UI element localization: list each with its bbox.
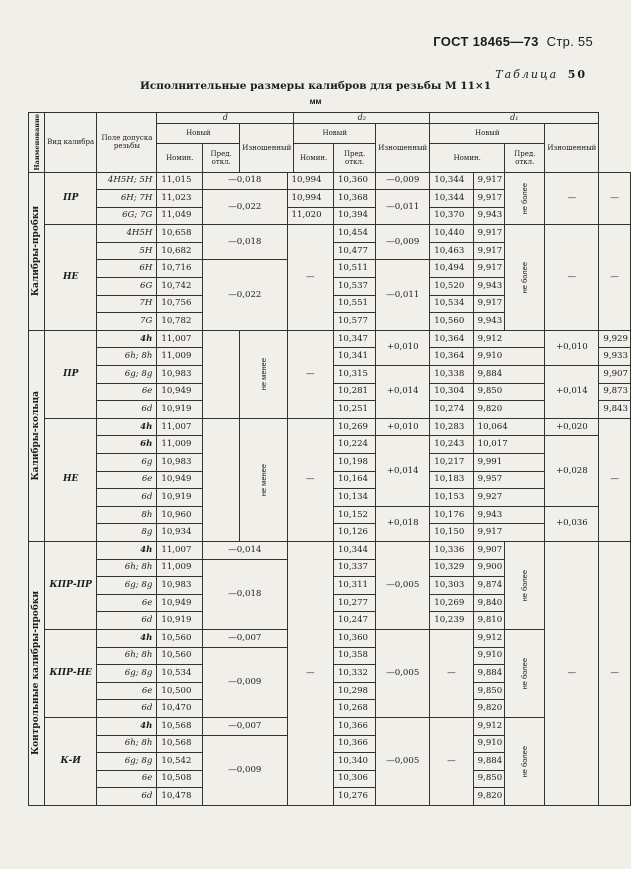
table-row: К-И 4h 10,568 —0,007 10,366 —0,005 — 9,912 не более [29, 717, 631, 735]
dimensions-table [28, 112, 631, 806]
table-row: 8h 10,960 10,152 +0,018 10,176 9,943 +0,036 [29, 506, 631, 524]
table-row: НЕ 4H5H 10,658 —0,018 — 10,454 —0,009 10,440 9,917 не более — — [29, 225, 631, 243]
table-row: 6e 10,949 10,164 10,183 9,957 [29, 471, 631, 489]
col-d2-worn: Изношенный [376, 124, 430, 173]
col-d-dev: Пред. откл. [203, 143, 240, 172]
note-not-less: не менее [240, 418, 287, 541]
table-number: 50 [567, 68, 587, 81]
col-d1-worn: Изношенный [545, 124, 599, 173]
table-row: 6e 10,500 10,298 9,850 [29, 682, 631, 700]
col-d2: d₂ [294, 113, 430, 124]
table-row: 6e 10,949 10,277 10,269 9,840 [29, 594, 631, 612]
table-row: 6h; 8h 11,009 10,341 10,364 9,910 9,933 [29, 348, 631, 366]
table-title: Исполнительные размеры калибров для резьбы М 11×1 [139, 80, 492, 92]
col-d1-new: Новый [430, 124, 545, 144]
col-kind: Вид калибра [45, 113, 97, 173]
table-row: 6G; 7G 11,049 11,020 10,394 10,370 9,943 [29, 207, 631, 225]
group-kpr-pr: КПР-ПР [45, 541, 97, 629]
note-not-less: не менее [240, 330, 287, 418]
col-d-new: Новый [157, 124, 240, 144]
group-ne: НЕ [45, 418, 97, 541]
table-row: 6d 10,470 10,268 9,820 [29, 700, 631, 718]
note-not-more: не более [505, 172, 545, 225]
group-ne: НЕ [45, 225, 97, 331]
page-header [433, 34, 593, 49]
group-k-i: К-И [45, 717, 97, 805]
table-units: мм [309, 97, 322, 106]
table-row: 6g; 8g 10,983 10,311 10,303 9,874 [29, 577, 631, 595]
table-row: 6h; 8h 10,560 —0,009 10,358 9,910 [29, 647, 631, 665]
table-row: 6e 10,949 10,281 10,304 9,850 9,873 [29, 383, 631, 401]
table-row: 6d 10,478 10,276 9,820 [29, 788, 631, 806]
note-not-more: не более [505, 629, 545, 717]
category-rings: Калибры-кольца [29, 330, 45, 541]
table-row: 8g 10,934 10,126 10,150 9,917 [29, 524, 631, 542]
table-row: 6g; 8g 10,542 10,340 9,884 [29, 753, 631, 771]
table-row: Калибры-пробки ПР 4H5H; 5H 11,015 —0,018 10,994 10,360 —0,009 10,344 9,917 не более — — [29, 172, 631, 190]
note-not-more: не более [505, 225, 545, 331]
group-pr: ПР [45, 330, 97, 418]
category-control-plugs: Контрольные калибры-пробки [29, 541, 45, 805]
standard-number: ГОСТ 18465—73 [433, 34, 539, 49]
col-tolerance: Поле допуска резьбы [97, 113, 157, 173]
table-row: 6d 10,919 10,134 10,153 9,927 [29, 489, 631, 507]
table-row: Калибры-кольца ПР 4h 11,007 не менее — 10,347 +0,010 10,364 9,912 +0,010 9,929 [29, 330, 631, 348]
table-row: КПР-НЕ 4h 10,560 —0,007 10,360 —0,005 — 9,912 не более [29, 629, 631, 647]
col-d2-nominal: Номин. [294, 143, 334, 172]
table-row: 6h; 8h 11,009 —0,018 10,337 10,329 9,900 [29, 559, 631, 577]
col-d2-new: Новый [294, 124, 376, 144]
table-row: Контрольные калибры-пробки КПР-ПР 4h 11,007 —0,014 — 10,344 —0,005 10,336 9,907 не более — — [29, 541, 631, 559]
table-row: 6g; 8g 10,983 10,315 +0,014 10,338 9,884 +0,014 9,907 [29, 366, 631, 384]
page-number: Стр. 55 [546, 34, 593, 49]
table-row: 6d 10,919 10,251 10,274 9,820 9,843 [29, 401, 631, 419]
col-d1-dev: Пред. откл. [505, 143, 545, 172]
table-row: 7H 10,756 10,551 10,534 9,917 [29, 295, 631, 313]
table-row: 6h 11,009 10,224 +0,014 10,243 10,017 +0,028 [29, 436, 631, 454]
col-name: Наименование [29, 113, 45, 173]
col-d1: d₁ [430, 113, 599, 124]
group-kpr-ne: КПР-НЕ [45, 629, 97, 717]
note-not-more: не более [505, 717, 545, 805]
note-not-more: не более [505, 541, 545, 629]
col-d-nominal: Номин. [157, 143, 203, 172]
table-row: 6H; 7H 11,023 —0,022 10,994 10,368 —0,011 10,344 9,917 [29, 190, 631, 208]
table-row: 6h; 8h 10,568 —0,009 10,366 9,910 [29, 735, 631, 753]
col-d-worn: Изношенный [240, 124, 294, 173]
header-row-1 [29, 113, 631, 124]
group-pr: ПР [45, 172, 97, 225]
table-row: 6G 10,742 10,537 10,520 9,943 [29, 278, 631, 296]
table-row: 6H 10,716 —0,022 10,511 —0,011 10,494 9,917 [29, 260, 631, 278]
table-row: 7G 10,782 10,577 10,560 9,943 [29, 313, 631, 331]
category-plugs: Калибры-пробки [29, 172, 45, 330]
col-d2-dev: Пред. откл. [333, 143, 375, 172]
table-row: 6d 10,919 10,247 10,239 9,810 [29, 612, 631, 630]
table-label: Таблица 50 [495, 68, 587, 81]
table-row: 6e 10,508 10,306 9,850 [29, 770, 631, 788]
table-row: 5H 10,682 10,477 10,463 9,917 [29, 242, 631, 260]
table-row: 6g; 8g 10,534 10,332 9,884 [29, 665, 631, 683]
col-d: d [157, 113, 294, 124]
table-row: 6g 10,983 10,198 10,217 9,991 [29, 454, 631, 472]
table-row: НЕ 4h 11,007 не менее — 10,269 +0,010 10,283 10,064 +0,020 — [29, 418, 631, 436]
col-d1-nominal: Номин. [430, 143, 505, 172]
